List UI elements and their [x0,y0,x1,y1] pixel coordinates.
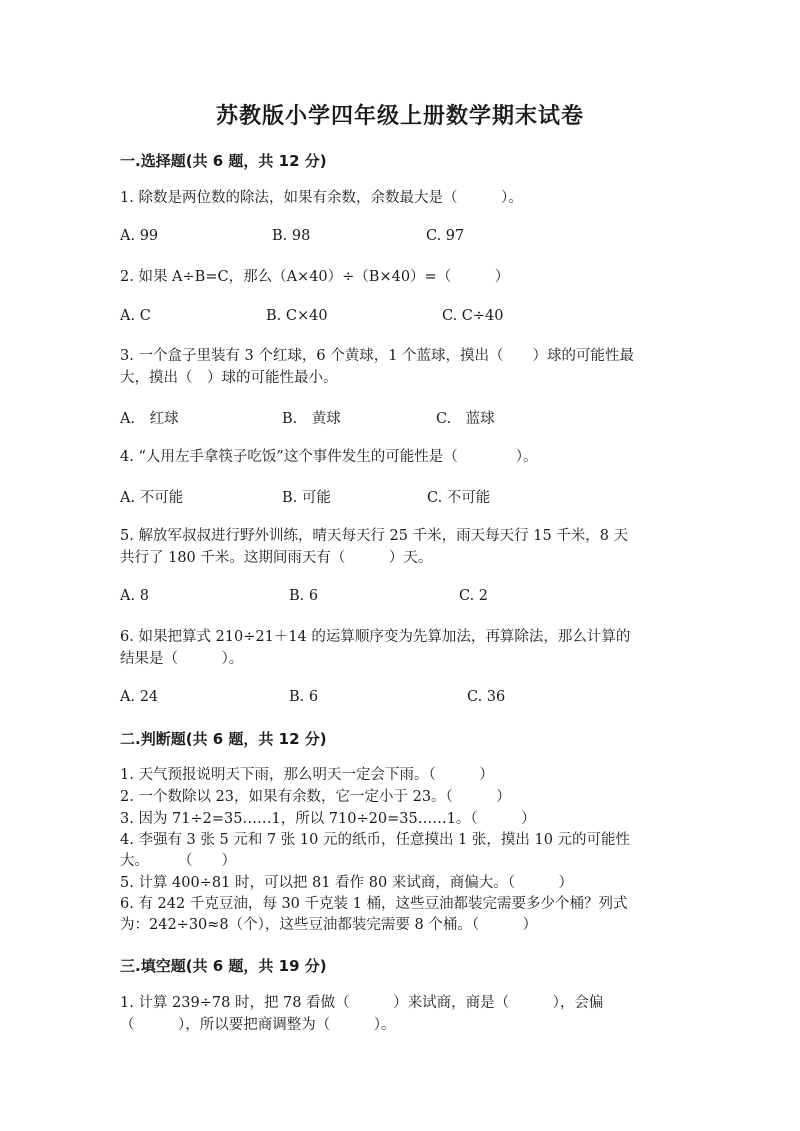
judge-line-3: 3. 因为 71÷2=35……1，所以 710÷20=35……1。（ ） [120,811,536,827]
fill-line-1a: 1. 计算 239÷78 时，把 78 看做（ ）来试商，商是（ ），会偏 [120,995,604,1011]
option-6b: B. 6 [289,689,319,705]
option-4a: A. 不可能 [120,490,184,506]
judge-line-4b: 大。 （ ） [120,853,236,869]
question-6-line2: 结果是（ ）。 [120,651,244,667]
option-1a: A. 99 [120,228,159,244]
option-5c: C. 2 [459,588,489,604]
judge-line-6b: 为：242÷30≈8（个），这些豆油都装完需要 8 个桶。（ ） [120,917,538,933]
question-2: 2. 如果 A÷B=C，那么（A×40）÷（B×40）=（ ） [120,269,510,285]
question-5-line1: 5. 解放军叔叔进行野外训练，晴天每天行 25 千米，雨天每天行 15 千米，8 天 [120,528,629,544]
option-5b: B. 6 [289,588,319,604]
judge-line-6a: 6. 有 242 千克豆油，每 30 千克装 1 桶，这些豆油都装完需要多少个桶？列式 [120,896,628,912]
judge-line-4a: 4. 李强有 3 张 5 元和 7 张 10 元的纸币，任意摸出 1 张，摸出 10 元的可能性 [120,832,631,848]
page-title: 苏教版小学四年级上册数学期末试卷 [215,103,584,129]
fill-line-1b: （ ），所以要把商调整为（ ）。 [120,1017,396,1033]
question-1: 1. 除数是两位数的除法，如果有余数，余数最大是（ ）。 [120,190,523,206]
option-4c: C. 不可能 [427,490,491,506]
judge-line-2: 2. 一个数除以 23，如果有余数，它一定小于 23。（ ） [120,789,511,805]
option-6a: A. 24 [120,689,159,705]
option-2a: A. C [120,308,151,324]
option-1b: B. 98 [272,228,311,244]
option-2c: C. C÷40 [442,308,504,324]
option-1c: C. 97 [426,228,465,244]
option-6c: C. 36 [467,689,506,705]
judge-line-5: 5. 计算 400÷81 时，可以把 81 看作 80 来试商，商偏大。（ ） [120,875,574,891]
option-3b: B. 黄球 [282,411,341,427]
option-3a: A. 红球 [120,411,179,427]
option-5a: A. 8 [120,588,149,604]
section-heading-fill: 三.填空题(共 6 题，共 19 分) [120,957,327,975]
judge-line-1: 1. 天气预报说明天下雨，那么明天一定会下雨。（ ） [120,767,494,783]
option-3c: C. 蓝球 [436,411,495,427]
question-4: 4. “人用左手拿筷子吃饭”这个事件发生的可能性是（ ）。 [120,449,538,465]
option-2b: B. C×40 [266,308,328,324]
question-3-line2: 大，摸出（ ）球的可能性最小。 [120,370,338,386]
question-5-line2: 共行了 180 千米。这期间雨天有（ ）天。 [120,550,433,566]
question-3-line1: 3. 一个盒子里装有 3 个红球，6 个黄球，1 个蓝球，摸出（ ）球的可能性最 [120,348,635,364]
section-heading-judge: 二.判断题(共 6 题，共 12 分) [120,730,327,748]
option-4b: B. 可能 [282,490,331,506]
question-6-line1: 6. 如果把算式 210÷21＋14 的运算顺序变为先算加法，再算除法，那么计算的 [120,629,631,645]
section-heading-choice: 一.选择题(共 6 题，共 12 分) [120,152,327,170]
